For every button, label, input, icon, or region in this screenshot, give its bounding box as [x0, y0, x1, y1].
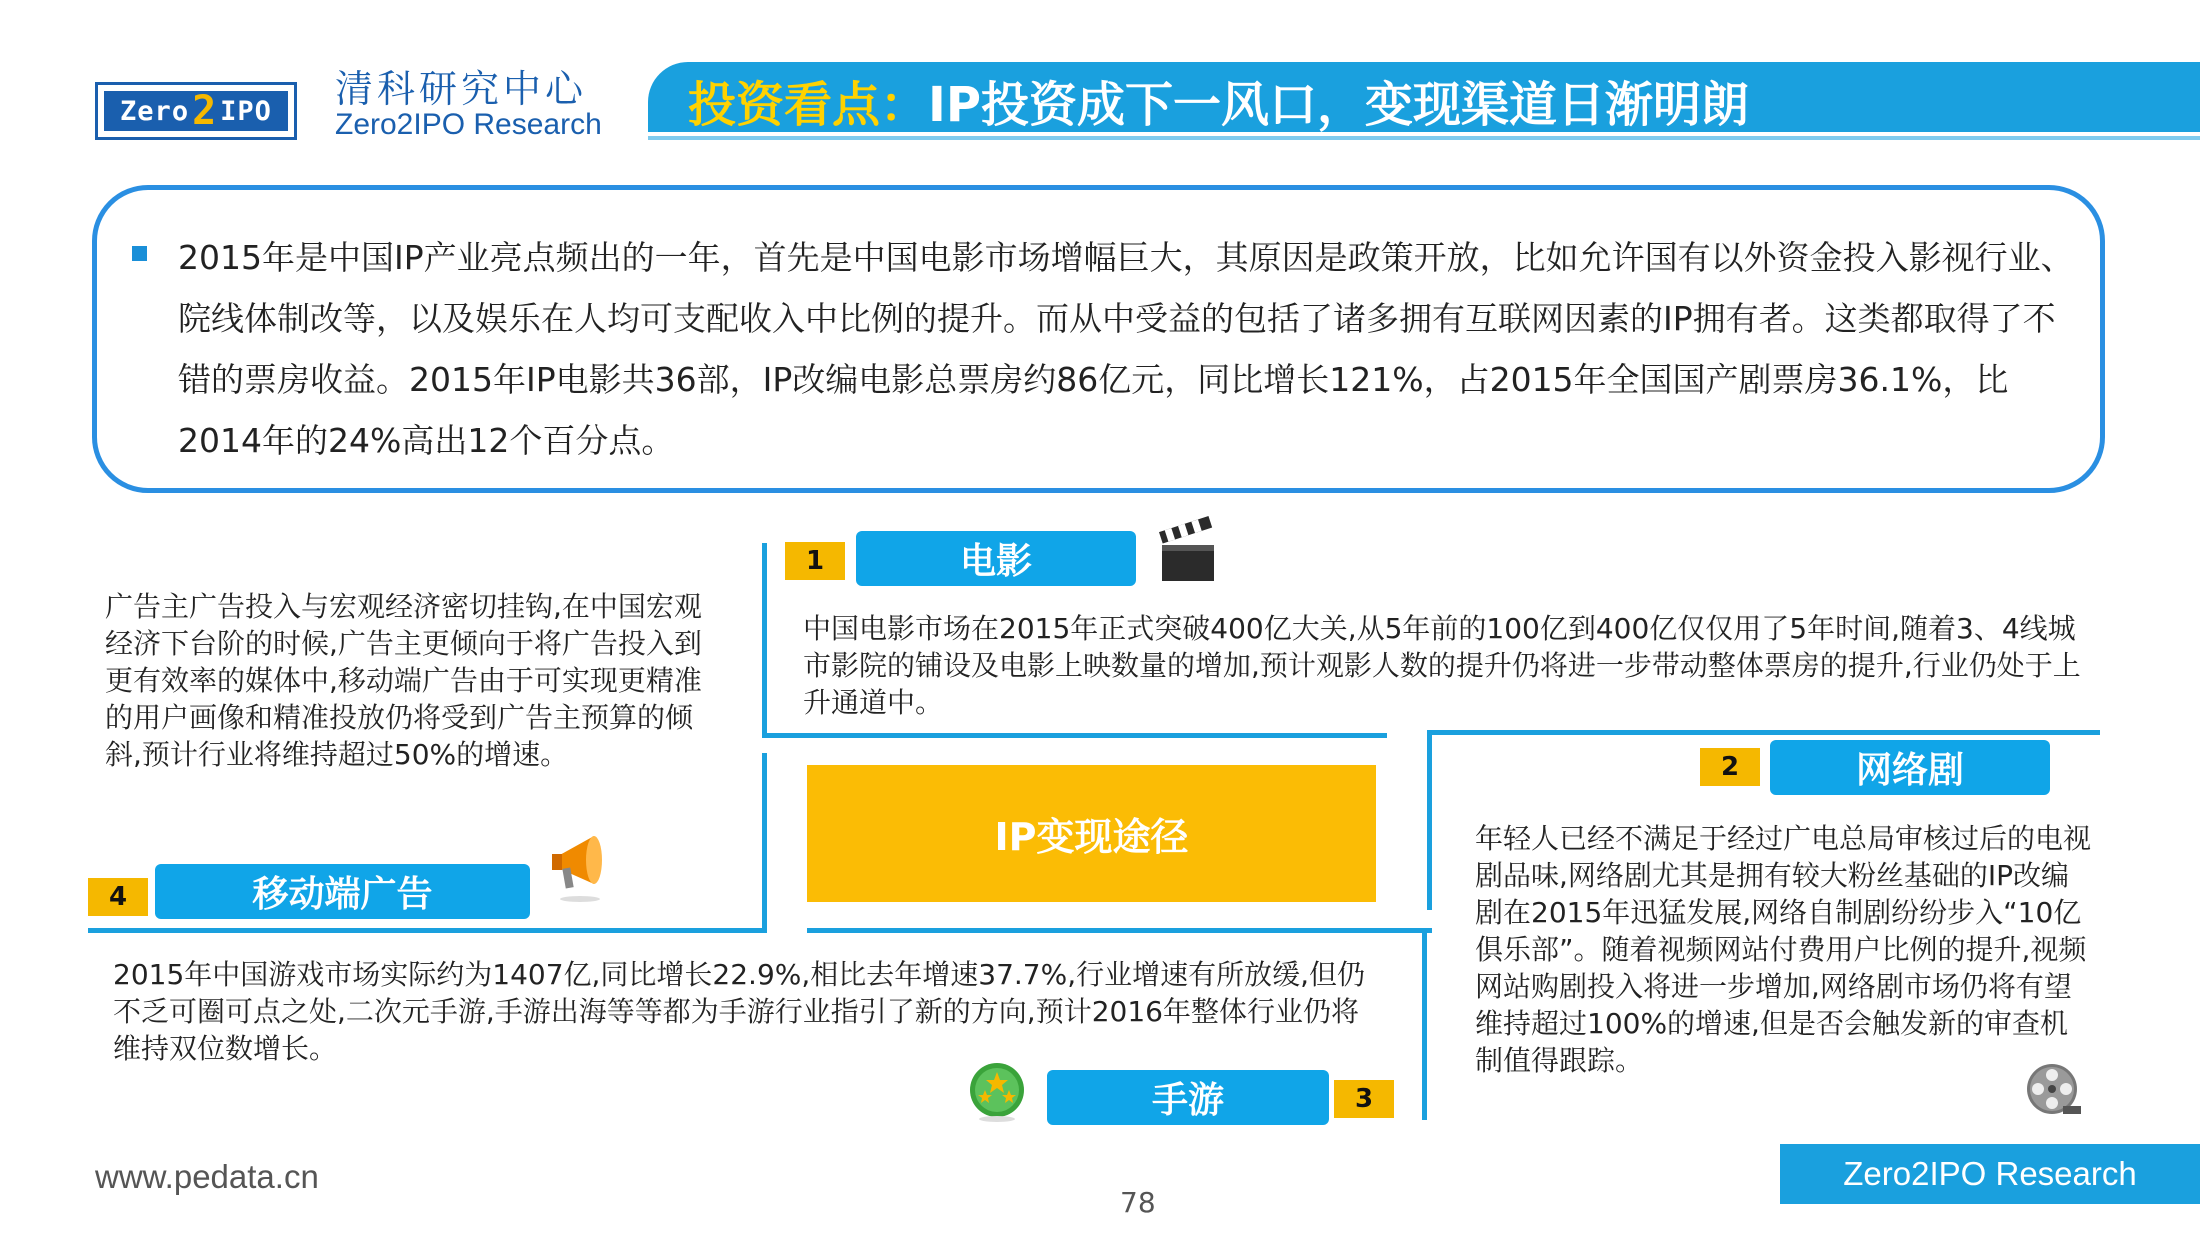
- mobile-game-description: 2015年中国游戏市场实际约为1407亿,同比增长22.9%,相比去年增速37.7%,行业增速有所放缓,但仍不乏可圈可点之处,二次元手游,手游出海等等都为手游行业指引了新的方向,预计2016年整体行业仍将维持双位数增长。: [113, 958, 1366, 1065]
- page-number: 78: [1120, 1186, 1156, 1219]
- film-tab: 电影: [856, 531, 1136, 586]
- logo-text-right: IPO: [220, 95, 272, 127]
- page-title-highlight: 投资看点：: [688, 77, 929, 133]
- intro-text: 2015年是中国IP产业亮点频出的一年，首先是中国电影市场增幅巨大，其原因是政策开放，比如允许国有以外资金投入影视行业、院线体制改等，以及娱乐在人均可支配收入中比例的提升。而从中受益的包括了诸多拥有互联网因素的IP拥有者。这类都取得了不错的票房收益。2015年IP电影共36部，IP改编电影总票房约86亿元，同比增长121%，占2015年全国国产剧票房36.1%，比2014年的24%高出12个百分点。: [178, 238, 2074, 460]
- divider-ads-right: [762, 753, 767, 933]
- web-drama-number: 2: [1700, 748, 1760, 786]
- ip-monetization-box: IP变现途径: [807, 765, 1376, 902]
- clapperboard-icon: [1158, 515, 1218, 585]
- web-drama-description: 年轻人已经不满足于经过广电总局审核过后的电视剧品味,网络剧尤其是拥有较大粉丝基础的IP改编剧在2015年迅猛发展,网络自制剧纷纷步入“10亿俱乐部”。随着视频网站付费用户比例的提升,视频网站购剧投入将进一步增加,网络剧市场仍将有望维持超过100%的增速,但是否会触发新的审查机制值得跟踪。: [1475, 822, 2092, 1077]
- page-title-rest: IP投资成下一风口，变现渠道日渐明朗: [928, 77, 1750, 133]
- web-drama-tab: 网络剧: [1770, 740, 2050, 795]
- divider-film-left: [762, 543, 767, 738]
- bullet-square-icon: [132, 246, 147, 261]
- divider-film-bottom: [762, 733, 1387, 738]
- zero2ipo-logo: [95, 82, 297, 140]
- page-title: [688, 66, 1749, 135]
- footer-url: www.pedata.cn: [95, 1158, 319, 1195]
- megaphone-icon: [550, 828, 612, 903]
- game-stars-icon: [968, 1062, 1026, 1122]
- org-name-cn: 清科研究中心: [335, 67, 588, 111]
- logo-digit: 2: [192, 88, 218, 134]
- mobile-game-number: 3: [1334, 1080, 1394, 1118]
- org-name-en: Zero2IPO Research: [335, 108, 602, 141]
- footer-badge: Zero2IPO Research: [1780, 1144, 2200, 1204]
- mobile-ads-number: 4: [88, 878, 148, 916]
- title-underline: [648, 136, 2200, 140]
- divider-ads-bottom: [88, 928, 767, 933]
- divider-drama-top: [1427, 730, 2100, 735]
- mobile-ads-tab: 移动端广告: [155, 864, 530, 919]
- film-number: 1: [785, 542, 845, 580]
- logo-text-left: Zero: [120, 95, 190, 127]
- divider-drama-left: [1427, 730, 1432, 910]
- film-description: 中国电影市场在2015年正式突破400亿大关,从5年前的100亿到400亿仅仅用了5年时间,随着3、4线城市影院的铺设及电影上映数量的增加,预计观影人数的提升仍将进一步带动整体票房的提升,行业仍处于上升通道中。: [803, 612, 2081, 719]
- mobile-game-tab: 手游: [1047, 1070, 1329, 1125]
- divider-game-top: [807, 928, 1432, 933]
- divider-game-right: [1422, 928, 1427, 1120]
- mobile-ads-description: 广告主广告投入与宏观经济密切挂钩,在中国宏观经济下台阶的时候,广告主更倾向于将广告投入到更有效率的媒体中,移动端广告由于可实现更精准的用户画像和精准投放仍将受到广告主预算的倾斜,预计行业将维持超过50%的增速。: [105, 590, 702, 771]
- film-reel-icon: [2025, 1062, 2083, 1120]
